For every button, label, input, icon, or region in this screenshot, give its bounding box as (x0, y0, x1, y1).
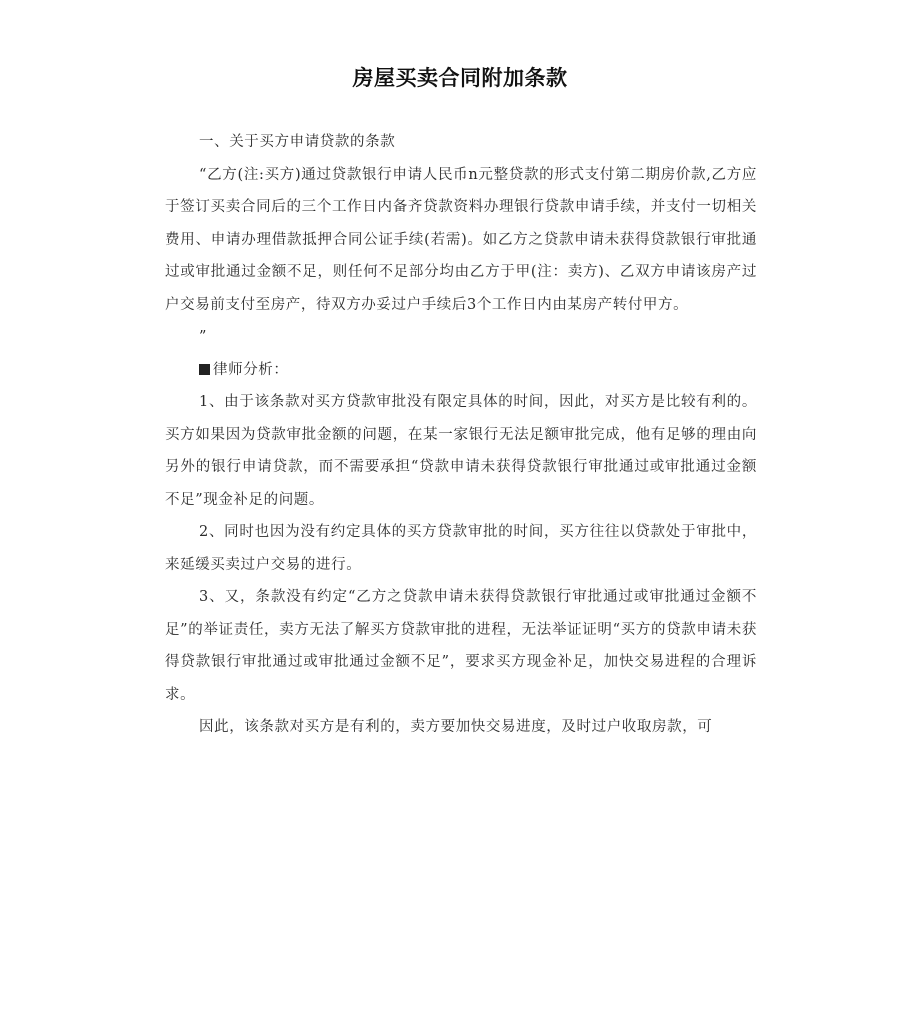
clause-paragraph: “乙方(注:买方)通过贷款银行申请人民币n元整贷款的形式支付第二期房价款,乙方应于签订买卖合同后的三个工作日内备齐贷款资料办理银行贷款申请手续，并支付一切相关费用、申请办理借款抵押合同公证手续(若需)。如乙方之贷款申请未获得贷款银行审批通过或审批通过金额不足，则任何不足部分均由乙方于甲(注：卖方)、乙双方申请该房产过户交易前支付至房产，待双方办妥过户手续后3个工作日内由某房产转付甲方。 (165, 166, 757, 313)
analysis-heading (165, 354, 757, 387)
analysis-point-1: 1、由于该条款对买方贷款审批没有限定具体的时间，因此，对买方是比较有利的。买方如果因为贷款审批金额的问题，在某一家银行无法足额审批完成，他有足够的理由向另外的银行申请贷款，而不需要承担“贷款申请未获得贷款银行审批通过或审批通过金额不足”现金补足的问题。 (165, 394, 757, 508)
analysis-point-3: 3、又，条款没有约定“乙方之贷款申请未获得贷款银行审批通过或审批通过金额不足”的举证责任，卖方无法了解买方贷款审批的进程，无法举证证明“买方的贷款申请未获得贷款银行审批通过或审批通过金额不足”，要求买方现金补足，加快交易进程的合理诉求。 (165, 589, 757, 703)
section-heading: 一、关于买方申请贷款的条款 (199, 134, 396, 150)
document-body (165, 126, 757, 744)
analysis-point-2: 2、同时也因为没有约定具体的买方贷款审批的时间，买方往往以贷款处于审批中，来延缓买卖过户交易的进行。 (165, 524, 757, 573)
analysis-label: 律师分析： (213, 361, 289, 378)
conclusion-paragraph: 因此，该条款对买方是有利的，卖方要加快交易进度，及时过户收取房款，可 (199, 719, 713, 735)
square-bullet-icon (199, 364, 210, 375)
clause-closing-quote: ” (199, 329, 208, 345)
document-title: 房屋买卖合同附加条款 (352, 66, 568, 90)
